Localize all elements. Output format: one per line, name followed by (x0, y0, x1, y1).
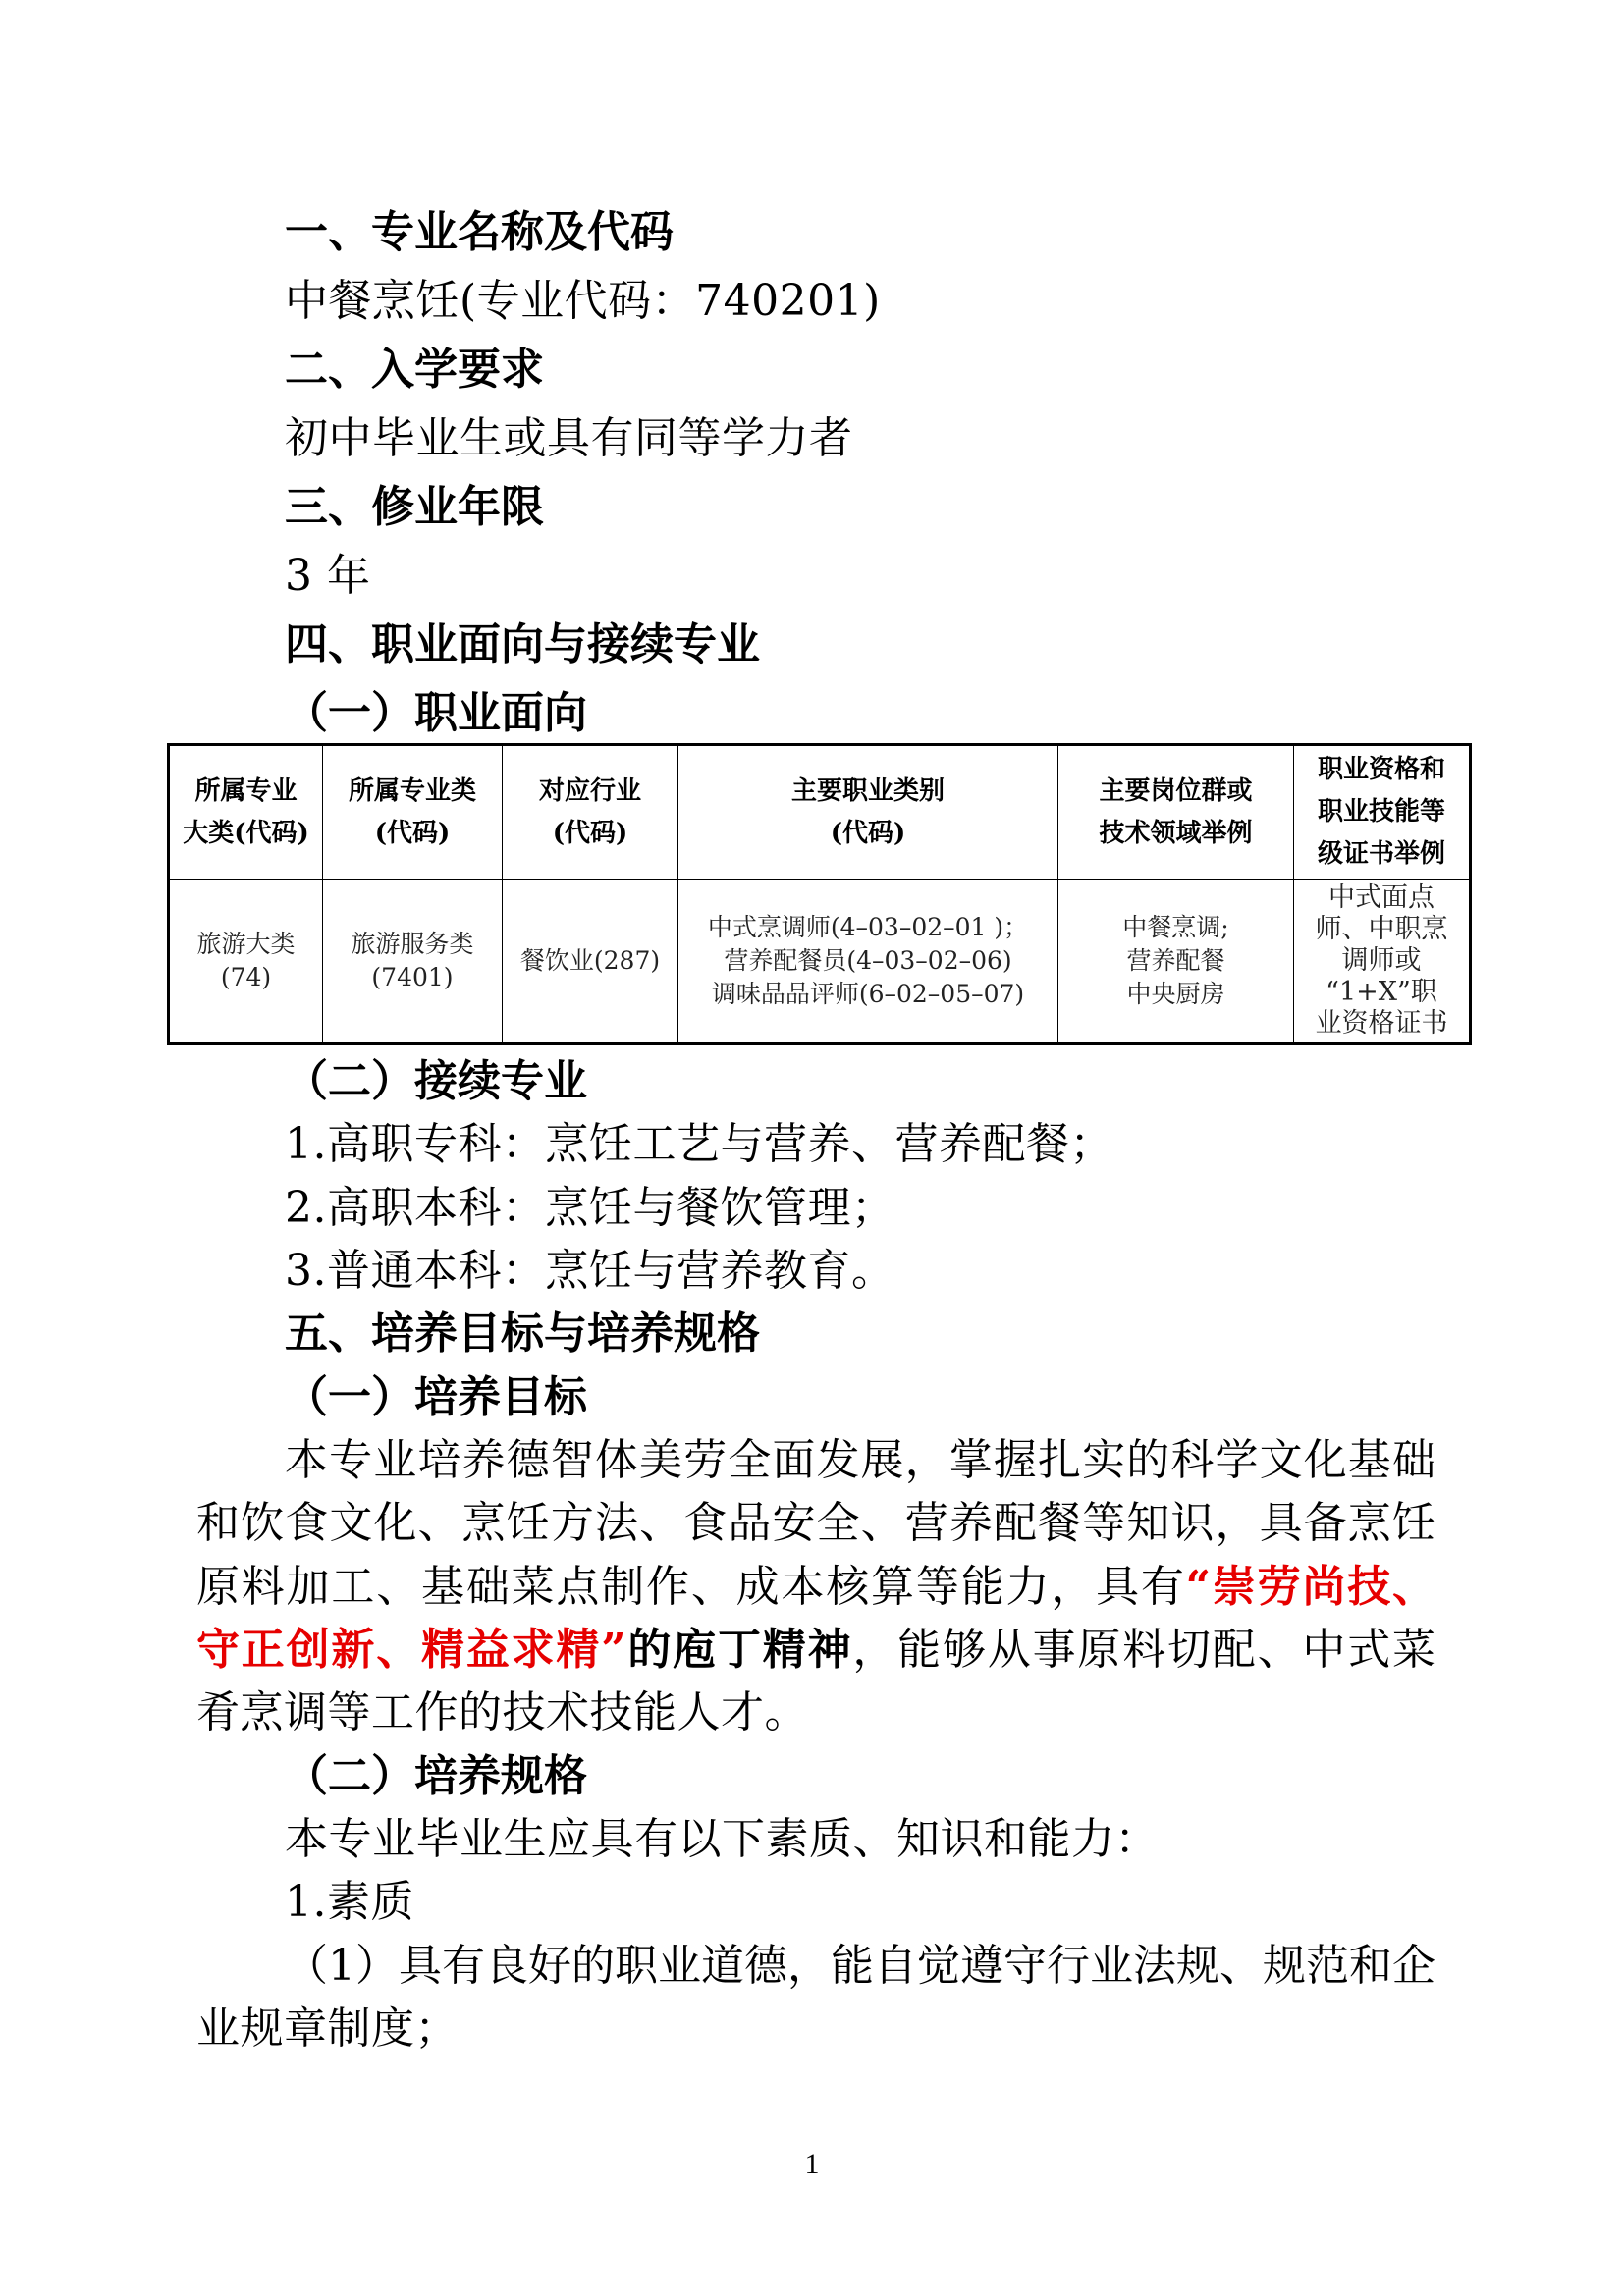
cell-certificates (1294, 880, 1471, 1044)
cell-line: 营养配餐 (1126, 946, 1225, 975)
table-body (169, 880, 1471, 1044)
objective-paragraph-line (196, 1619, 1435, 1682)
header-line: 所属专业类 (348, 775, 476, 806)
cell-line: 调味品品评师(6–02–05–07) (711, 980, 1025, 1008)
cell-line: 业资格证书 (1315, 1008, 1448, 1039)
quality-point-line: （1）具有良好的职业道德，能自觉遵守行业法规、规范和企 (285, 1940, 1435, 1991)
header-line: 大类(代码) (183, 818, 309, 848)
cell-line: 师、中职烹 (1315, 914, 1448, 944)
emphasis-spirit-text: 的庖丁精神 (625, 1624, 853, 1675)
table-header-row (169, 745, 1471, 880)
career-orientation-heading: （一）职业面向 (285, 688, 587, 738)
header-line: 所属专业 (194, 775, 298, 806)
header-positions (1058, 745, 1294, 880)
header-line: 主要职业类别 (790, 775, 945, 806)
section-2-heading: 二、入学要求 (285, 345, 544, 395)
header-line: 技术领域举例 (1099, 818, 1253, 848)
quality-heading: 1.素质 (285, 1877, 414, 1928)
objective-paragraph-line: 本专业培养德智体美劳全面发展，掌握扎实的科学文化基础 (285, 1434, 1435, 1485)
header-line: (代码) (374, 818, 451, 848)
career-orientation-table (167, 743, 1472, 1045)
specifications-heading: （二）培养规格 (285, 1750, 587, 1801)
cell-positions (1058, 880, 1294, 1044)
section-1-heading: 一、专业名称及代码 (285, 207, 674, 257)
cell-line: “1+X”职 (1326, 977, 1437, 1007)
header-industry (503, 745, 678, 880)
cell-line: (74) (220, 963, 272, 991)
cell-line: 中餐烹调; (1122, 913, 1229, 941)
admission-requirement-text: 初中毕业生或具有同等学力者 (285, 413, 853, 463)
header-line: 对应行业 (538, 775, 641, 806)
objective-paragraph-line (196, 1556, 1435, 1619)
objective-paragraph-line: 肴烹调等工作的技术技能人才。 (196, 1687, 808, 1738)
header-major-class (323, 745, 503, 880)
cell-line: 旅游服务类 (351, 930, 474, 958)
continuing-majors-heading: （二）接续专业 (285, 1056, 587, 1106)
continuing-major-item: 2.高职本科：烹饪与餐饮管理； (285, 1182, 895, 1233)
cell-line: (7401) (371, 963, 454, 991)
quality-point-line: 业规章制度； (196, 2002, 459, 2054)
cell-line: 中式烹调师(4–03–02–01 )； (707, 913, 1029, 941)
cell-line: 餐饮业(287) (519, 946, 661, 975)
major-name-text: 中餐烹饪(专业代码：740201) (285, 276, 881, 326)
paragraph-text: 原料加工、基础菜点制作、成本核算等能力，具有 (196, 1561, 1186, 1612)
header-line: 主要岗位群或 (1099, 775, 1253, 806)
header-line: (代码) (830, 818, 906, 848)
table-row (169, 880, 1471, 1044)
continuing-major-item: 1.高职专科：烹饪工艺与营养、营养配餐； (285, 1119, 1113, 1170)
header-line: 职业技能等 (1317, 797, 1445, 827)
cell-line: 中央厨房 (1126, 980, 1225, 1008)
cell-occupation (678, 880, 1058, 1044)
emphasis-motto-text: “崇劳尚技、 (1185, 1561, 1435, 1612)
objective-paragraph-line: 和饮食文化、烹饪方法、食品安全、营养配餐等知识，具备烹饪 (196, 1498, 1435, 1549)
cell-major-category (169, 880, 323, 1044)
header-certificates (1294, 745, 1471, 880)
sections-intro (0, 198, 1624, 748)
header-occupation (678, 745, 1058, 880)
cell-line: 旅游大类 (196, 930, 296, 958)
cell-industry (503, 880, 678, 1044)
header-line: (代码) (552, 818, 628, 848)
section-5-heading: 五、培养目标与培养规格 (285, 1308, 760, 1360)
study-duration-text: 3 年 (285, 551, 371, 601)
cell-line: 营养配餐员(4–03–02–06) (724, 946, 1012, 975)
table-header (169, 745, 1471, 880)
section-3-heading: 三、修业年限 (285, 482, 544, 532)
section-4-heading: 四、职业面向与接续专业 (285, 619, 760, 669)
cell-line: 调师或 (1341, 945, 1422, 976)
header-line: 职业资格和 (1317, 755, 1445, 784)
emphasis-motto-text: 守正创新、精益求精” (196, 1624, 626, 1675)
sections-body (0, 1050, 1624, 2060)
paragraph-text: ，能够从事原料切配、中式菜 (852, 1624, 1436, 1675)
specifications-intro: 本专业毕业生应具有以下素质、知识和能力： (285, 1813, 1159, 1864)
header-major-category (169, 745, 323, 880)
continuing-major-item: 3.普通本科：烹饪与营养教育。 (285, 1245, 895, 1296)
objective-heading: （一）培养目标 (285, 1371, 587, 1422)
header-line: 级证书举例 (1317, 839, 1445, 869)
cell-major-class (323, 880, 503, 1044)
page-number: 1 (804, 2148, 820, 2180)
cell-line: 中式面点 (1328, 882, 1435, 913)
